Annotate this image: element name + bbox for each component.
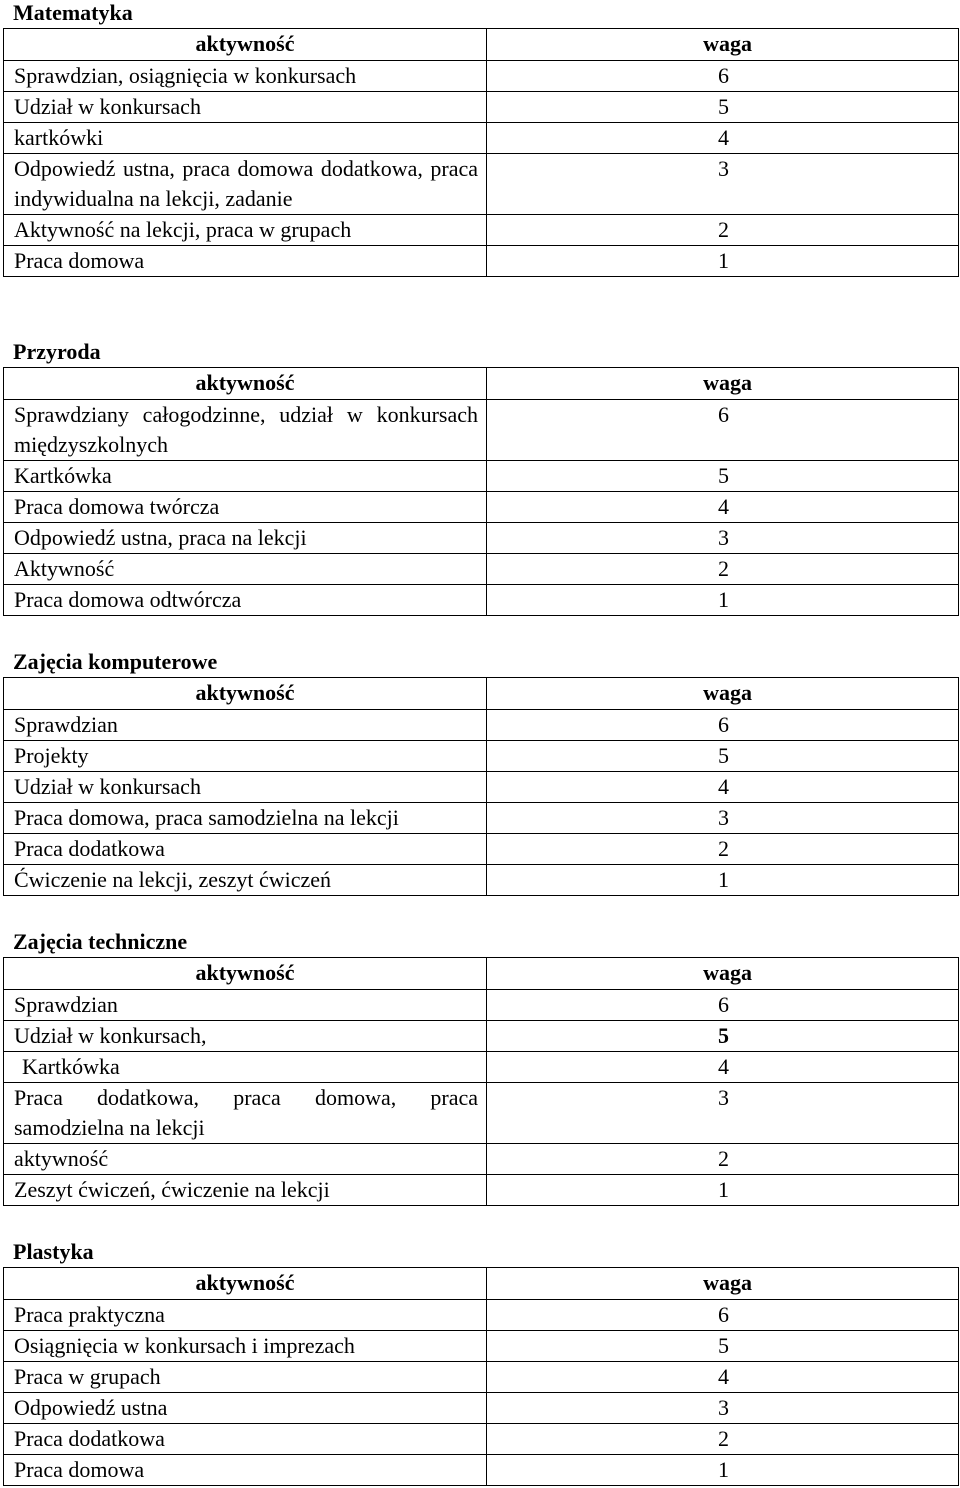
- weight-cell: 1: [487, 1175, 959, 1206]
- activity-cell: aktywność: [4, 1144, 487, 1175]
- table-row: [4, 523, 959, 554]
- table-header-row: [4, 1268, 959, 1300]
- table-row: [4, 1362, 959, 1393]
- table-row: [4, 123, 959, 154]
- weight-cell: 1: [487, 865, 959, 896]
- table-row: [4, 1083, 959, 1144]
- activity-cell: Kartkówka: [4, 461, 487, 492]
- weight-cell: 6: [487, 710, 959, 741]
- activity-cell: Osiągnięcia w konkursach i imprezach: [4, 1331, 487, 1362]
- activity-cell: Odpowiedź ustna, praca domowa dodatkowa, praca indywidualna na lekcji, zadanie: [4, 154, 487, 215]
- weight-cell: 5: [487, 1021, 959, 1052]
- weight-cell: 5: [487, 741, 959, 772]
- activity-cell: kartkówki: [4, 123, 487, 154]
- table-row: [4, 585, 959, 616]
- header-weight: waga: [487, 29, 959, 61]
- weight-cell: 6: [487, 990, 959, 1021]
- header-activity: aktywność: [4, 368, 487, 400]
- activity-cell: Praca w grupach: [4, 1362, 487, 1393]
- table-row: [4, 1021, 959, 1052]
- table-row: [4, 154, 959, 215]
- weight-cell: 3: [487, 154, 959, 215]
- table-row: [4, 1052, 959, 1083]
- weight-cell: 1: [487, 246, 959, 277]
- weight-cell: 4: [487, 1052, 959, 1083]
- header-activity: aktywność: [4, 29, 487, 61]
- activity-cell: Aktywność na lekcji, praca w grupach: [4, 215, 487, 246]
- weights-table-zajecia-komputerowe: [3, 677, 959, 896]
- activity-cell: Sprawdzian, osiągnięcia w konkursach: [4, 61, 487, 92]
- table-row: [4, 246, 959, 277]
- activity-cell: Praca domowa, praca samodzielna na lekcji: [4, 803, 487, 834]
- table-header-row: [4, 958, 959, 990]
- weight-cell: 5: [487, 1331, 959, 1362]
- activity-cell: Praca domowa twórcza: [4, 492, 487, 523]
- weight-cell: 6: [487, 61, 959, 92]
- table-row: [4, 741, 959, 772]
- weight-cell: 3: [487, 1393, 959, 1424]
- table-header-row: [4, 29, 959, 61]
- table-row: [4, 865, 959, 896]
- table-row: [4, 990, 959, 1021]
- weight-cell: 4: [487, 123, 959, 154]
- table-row: [4, 1300, 959, 1331]
- table-header-row: [4, 678, 959, 710]
- weight-cell: 6: [487, 1300, 959, 1331]
- activity-cell: Praca praktyczna: [4, 1300, 487, 1331]
- table-row: [4, 1175, 959, 1206]
- activity-cell: Sprawdzian: [4, 990, 487, 1021]
- table-row: [4, 492, 959, 523]
- table-row: [4, 92, 959, 123]
- weight-cell: 5: [487, 92, 959, 123]
- weight-cell: 2: [487, 554, 959, 585]
- weight-cell: 3: [487, 523, 959, 554]
- header-weight: waga: [487, 1268, 959, 1300]
- weight-cell: 2: [487, 834, 959, 865]
- weight-cell: 3: [487, 803, 959, 834]
- weight-cell: 4: [487, 772, 959, 803]
- weights-table-zajecia-techniczne: [3, 957, 959, 1206]
- weight-cell: 2: [487, 1424, 959, 1455]
- table-row: [4, 772, 959, 803]
- weight-cell: 2: [487, 215, 959, 246]
- weight-cell: 1: [487, 1455, 959, 1486]
- table-header-row: [4, 368, 959, 400]
- activity-cell: Praca dodatkowa: [4, 834, 487, 865]
- table-row: [4, 400, 959, 461]
- table-row: [4, 461, 959, 492]
- section-title-zajecia-techniczne: Zajęcia techniczne: [13, 929, 188, 954]
- header-weight: waga: [487, 958, 959, 990]
- table-row: [4, 1144, 959, 1175]
- table-row: [4, 710, 959, 741]
- table-row: [4, 1331, 959, 1362]
- header-weight: waga: [487, 368, 959, 400]
- weight-cell: 6: [487, 400, 959, 461]
- table-row: [4, 215, 959, 246]
- section-title-matematyka: Matematyka: [13, 0, 133, 25]
- header-activity: aktywność: [4, 958, 487, 990]
- activity-cell: Praca domowa: [4, 1455, 487, 1486]
- activity-cell: Projekty: [4, 741, 487, 772]
- weight-cell: 4: [487, 492, 959, 523]
- activity-cell: Praca domowa: [4, 246, 487, 277]
- activity-cell: Udział w konkursach: [4, 92, 487, 123]
- activity-cell: Zeszyt ćwiczeń, ćwiczenie na lekcji: [4, 1175, 487, 1206]
- table-row: [4, 834, 959, 865]
- section-title-plastyka: Plastyka: [13, 1239, 94, 1264]
- activity-cell: Praca domowa odtwórcza: [4, 585, 487, 616]
- activity-cell: Ćwiczenie na lekcji, zeszyt ćwiczeń: [4, 865, 487, 896]
- section-title-przyroda: Przyroda: [13, 339, 101, 364]
- table-row: [4, 1424, 959, 1455]
- activity-cell: Odpowiedź ustna: [4, 1393, 487, 1424]
- header-activity: aktywność: [4, 1268, 487, 1300]
- table-row: [4, 61, 959, 92]
- activity-cell: Udział w konkursach: [4, 772, 487, 803]
- weight-cell: 1: [487, 585, 959, 616]
- weight-cell: 5: [487, 461, 959, 492]
- table-row: [4, 803, 959, 834]
- header-activity: aktywność: [4, 678, 487, 710]
- activity-cell: Sprawdziany całogodzinne, udział w konkursach międzyszkolnych: [4, 400, 487, 461]
- activity-cell: Odpowiedź ustna, praca na lekcji: [4, 523, 487, 554]
- table-row: [4, 1393, 959, 1424]
- table-row: [4, 1455, 959, 1486]
- header-weight: waga: [487, 678, 959, 710]
- weight-cell: 3: [487, 1083, 959, 1144]
- activity-cell: Sprawdzian: [4, 710, 487, 741]
- weights-table-przyroda: [3, 367, 959, 616]
- activity-cell: Udział w konkursach,: [4, 1021, 487, 1052]
- table-row: [4, 554, 959, 585]
- weight-cell: 4: [487, 1362, 959, 1393]
- weights-table-plastyka: [3, 1267, 959, 1486]
- activity-cell: Aktywność: [4, 554, 487, 585]
- weight-cell: 2: [487, 1144, 959, 1175]
- activity-cell: Kartkówka: [4, 1052, 487, 1083]
- activity-cell: Praca dodatkowa, praca domowa, praca samodzielna na lekcji: [4, 1083, 487, 1144]
- weights-table-matematyka: [3, 28, 959, 277]
- section-title-zajecia-komputerowe: Zajęcia komputerowe: [13, 649, 218, 674]
- activity-cell: Praca dodatkowa: [4, 1424, 487, 1455]
